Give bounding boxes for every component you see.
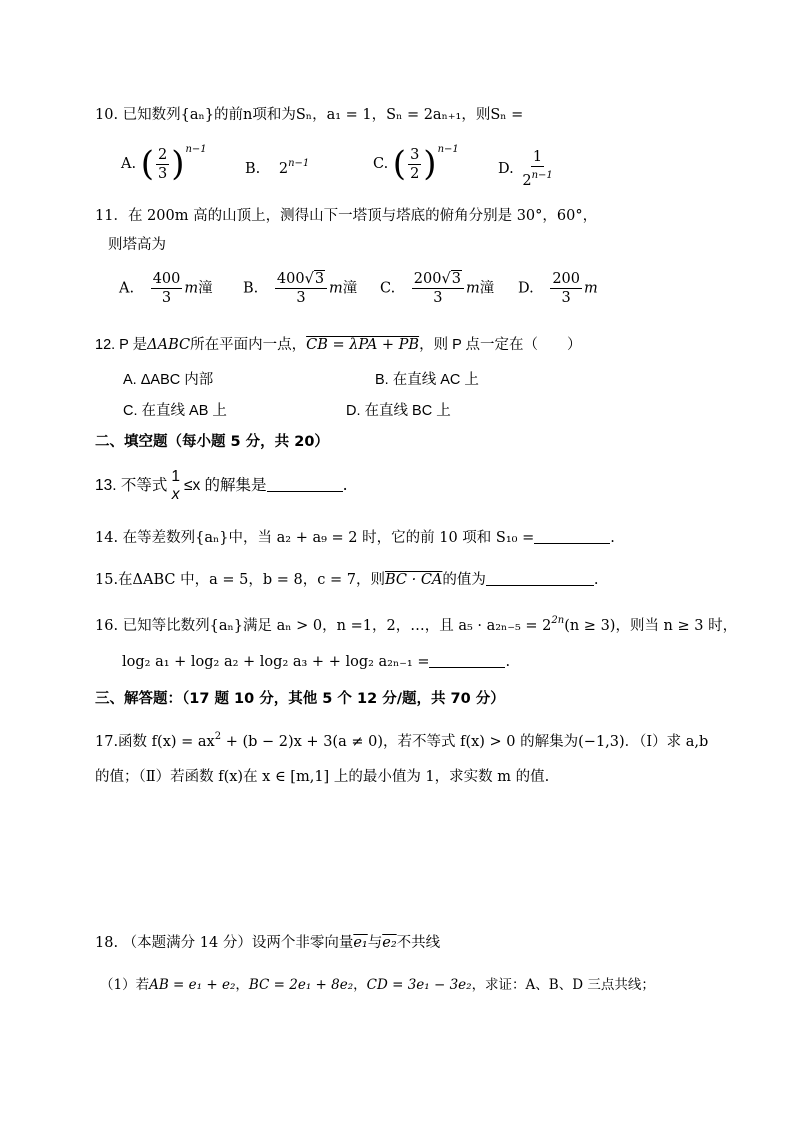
q12-option-a [123, 369, 213, 391]
q16-line-1 [95, 610, 737, 637]
q12-option-c [123, 400, 227, 422]
answer-blank[interactable] [534, 527, 610, 544]
frac-den: 3 [296, 290, 306, 306]
q18-line-2: （1）若AB = e₁ + e₂，BC = 2e₁ + 8e₂，CD = 3e₁ − 3e₂，求证：A、B、D 三点共线； [100, 977, 655, 993]
option-letter: B. [243, 280, 259, 297]
section-heading-fill-in: 二、填空题（每小题 5 分，共 20） [95, 434, 329, 450]
paren-right: ) [171, 144, 185, 184]
q10-options [95, 140, 695, 190]
q13-period: . [342, 476, 348, 494]
vector-ab: AB = e₁ + e₂ [149, 977, 236, 993]
q11-stem-2: 则塔高为 [108, 237, 166, 253]
unit: m [584, 280, 598, 297]
frac-num: 3 [410, 146, 420, 163]
fraction [520, 148, 554, 190]
frac-den: 3 [157, 165, 168, 182]
q10-stem: 10. 已知数列{aₙ}的前n项和为Sₙ，a₁ = 1，Sₙ = 2aₙ₊₁，则Sₙ = [95, 107, 524, 123]
option-letter: D. [346, 403, 361, 419]
q12-stem-b: 所在平面内一点， [190, 337, 307, 353]
q18-line-1 [95, 932, 440, 954]
paren-right: ) [423, 144, 437, 184]
frac-num: 1 [171, 468, 180, 485]
vector-product: BC · CA [384, 572, 443, 588]
option-letter: B. [245, 161, 261, 177]
vector-e1: e₁ [353, 935, 368, 951]
q13-text-a: 13. 不等式 [95, 477, 168, 494]
exponent: n−1 [437, 144, 459, 155]
option-text: 在直线 AC 上 [392, 372, 479, 388]
fraction [275, 270, 327, 307]
frac-num: 1 [532, 149, 543, 165]
q18-text-a: 18. （本题满分 14 分）设两个非零向量 [95, 935, 354, 951]
vector-cd: CD = 3e₁ − 3e₂ [366, 977, 472, 993]
q10-option-b [245, 158, 309, 177]
option-letter: D. [518, 280, 534, 297]
fraction [169, 468, 182, 504]
option-letter: A. [121, 156, 137, 172]
fraction [550, 270, 582, 307]
den-exponent: n−1 [531, 170, 553, 181]
unit: m [329, 280, 343, 297]
vector-e2: e₂ [382, 935, 397, 951]
q11-option-d [518, 270, 598, 307]
option-letter: C. [380, 280, 396, 297]
radicand: 3 [451, 271, 461, 287]
fraction [408, 146, 421, 183]
q17-line-2: 的值；（Ⅱ）若函数 f(x)在 x ∈ [m,1] 上的最小值为 1，求实数 m 的值. [95, 769, 550, 785]
q18-text-mid: 与 [367, 935, 383, 951]
frac-num: 400√3 [275, 270, 327, 289]
frac-num: 200 [552, 271, 581, 287]
option-letter: C. [123, 403, 138, 419]
q12-option-b [375, 369, 479, 391]
answer-blank[interactable] [486, 569, 594, 586]
q15-text-a: 15.在ΔABC 中，a = 5，b = 8，c = 7，则 [95, 572, 385, 588]
q11-stem: 11．在 200m 高的山顶上，测得山下一塔顶与塔底的俯角分别是 30°，60°， [95, 208, 598, 224]
q13-text-b: ≤x 的解集是 [183, 477, 267, 494]
unit-tail: 潼 [198, 280, 213, 297]
unit-tail: 潼 [342, 280, 358, 297]
q15-text-b: 的值为 [442, 572, 486, 588]
q15 [95, 569, 599, 591]
radicand: 3 [314, 271, 325, 287]
frac-den: x [171, 486, 180, 503]
q17-text-b: + (b − 2)x + 3(a ≠ 0)，若不等式 f(x) > 0 的解集为(−1,3)．（Ⅰ）求 a,b [221, 734, 709, 750]
q11-option-b [243, 270, 357, 307]
num-coef: 400 [276, 271, 305, 287]
q12-stem-a: 12. P 是 [95, 337, 148, 353]
unit-tail: 潼 [479, 280, 495, 297]
option-text: 在直线 AB 上 [141, 403, 227, 419]
den-base: 2 [522, 173, 532, 189]
option-text: 在直线 BC 上 [364, 403, 451, 419]
option-letter: D. [498, 161, 514, 177]
q12-option-d [346, 400, 451, 422]
frac-num: 200√3 [412, 270, 464, 289]
paren-left: ( [140, 144, 154, 184]
q14 [95, 527, 615, 549]
fraction [151, 270, 183, 307]
frac-den: 3 [561, 290, 571, 306]
exponent: n−1 [185, 144, 207, 155]
q16-line-2 [122, 651, 510, 673]
fraction [412, 270, 464, 307]
q11-options [95, 270, 695, 316]
frac-den: 3 [433, 290, 443, 306]
option-letter: A. [119, 280, 135, 297]
frac-num: 400 [152, 271, 181, 287]
q11-option-c [380, 270, 494, 307]
paren-left: ( [392, 144, 407, 184]
q14-text: 14. 在等差数列{aₙ}中，当 a₂ + a₉ = 2 时，它的前 10 项和 S₁₀ = [95, 530, 535, 546]
q17-text-a: 17.函数 f(x) = ax [95, 734, 215, 750]
vector-bc: BC = 2e₁ + 8e₂ [248, 977, 354, 993]
q16-text-b: (n ≥ 3)，则当 n ≥ 3 时， [564, 618, 738, 634]
q16-period: . [505, 654, 511, 670]
q12-stem-c: ，则 P 点一定在（ ） [419, 337, 582, 353]
q10-option-c [373, 144, 459, 183]
frac-den: 2 [410, 165, 420, 182]
q14-period: . [610, 530, 615, 546]
q13 [95, 468, 348, 504]
section-heading-solutions: 三、解答题：（17 题 10 分，其他 5 个 12 分/题，共 70 分） [95, 691, 505, 707]
frac-den: 3 [161, 290, 172, 306]
option-letter: A. [123, 372, 137, 388]
q15-period: . [593, 572, 599, 588]
exponent: n−1 [288, 158, 310, 169]
exponent: 2n [551, 615, 565, 626]
q17-line-1 [95, 726, 708, 753]
frac-den [520, 167, 554, 190]
q10-option-d [498, 148, 557, 190]
q12-stem [95, 334, 582, 356]
vector-equation: CB = λPA + PB [306, 337, 420, 353]
option-text: ΔABC 内部 [140, 372, 214, 388]
option-letter: C. [373, 156, 389, 172]
base: 2 [278, 161, 289, 177]
unit: m [465, 280, 480, 297]
q11-option-a [119, 270, 213, 307]
q18-text-a2: （1）若 [100, 977, 150, 993]
q10-option-a [121, 144, 207, 183]
fraction [156, 146, 169, 183]
answer-blank[interactable] [429, 651, 505, 668]
triangle-abc: ΔABC [147, 337, 191, 353]
unit: m [184, 280, 199, 297]
answer-blank[interactable] [267, 475, 343, 492]
q18-text-b: 不共线 [396, 935, 441, 951]
num-coef: 200 [413, 271, 442, 287]
q16-log-sum: log₂ a₁ + log₂ a₂ + log₂ a₃ + + log₂ a₂ₙ₋₁ = [122, 654, 430, 670]
frac-num: 2 [157, 146, 168, 163]
q18-text-b2: ，求证：A、B、D 三点共线； [471, 977, 655, 993]
exponent: 2 [214, 731, 222, 742]
option-letter: B. [375, 372, 389, 388]
q16-text-a: 16. 已知等比数列{aₙ}满足 aₙ > 0，n =1，2，…，且 a₅ · a₂ₙ₋₅ = 2 [95, 618, 552, 634]
